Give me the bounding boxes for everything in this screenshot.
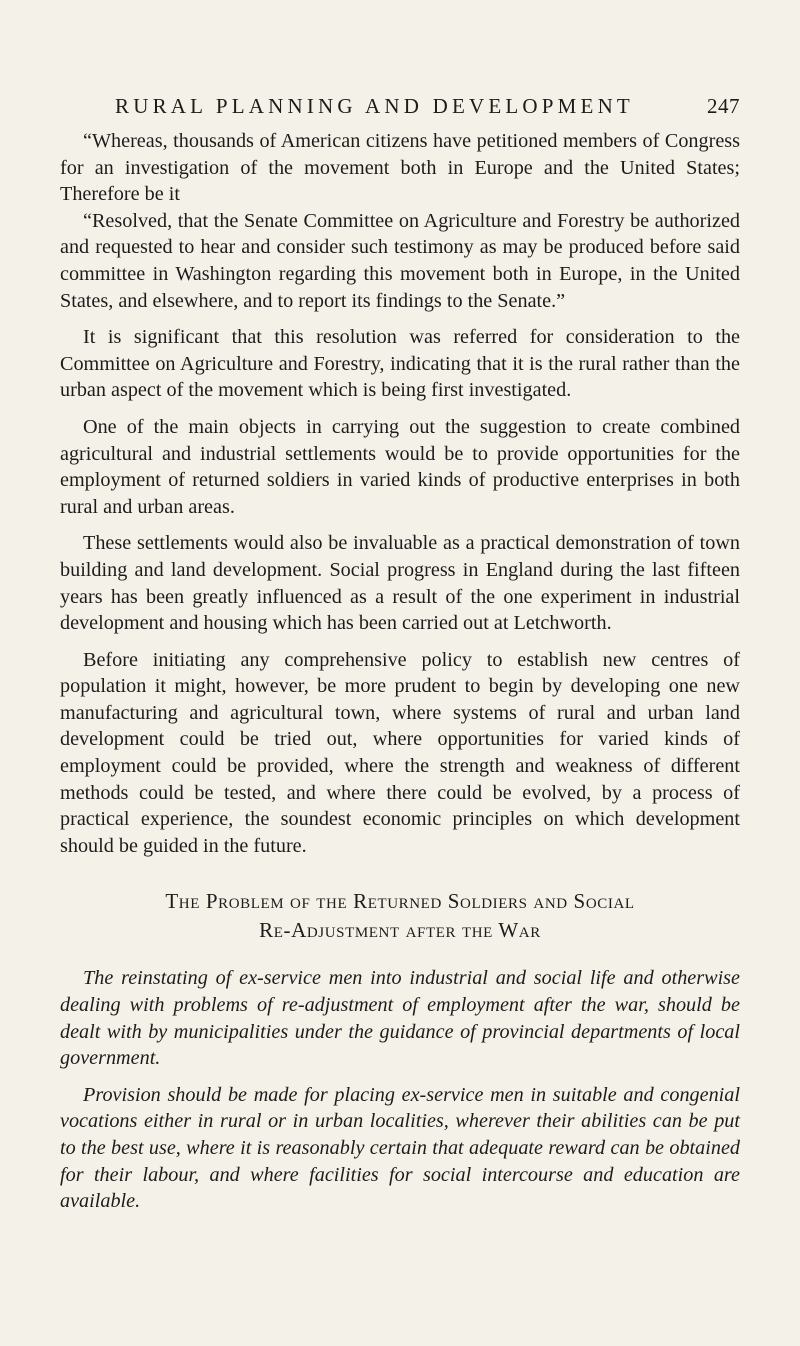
running-head (60, 88, 740, 124)
body-text (60, 128, 740, 1215)
paragraph-reinstating: The reinstating of ex-service men into industrial and social life and otherwise dealing with problems of re-adjustment of employment after the war, should be dealt with by municipalities under the guidance of provincial departments of local government. (60, 967, 740, 1070)
section-heading (60, 887, 740, 945)
paragraph-settlements: These settlements would also be invaluable as a practical demonstration of town building and land development. Social progress in England during the last fifteen years has been greatly influenced as a result of the one experiment in industrial development and housing which has been carried out at Letchworth. (60, 532, 740, 635)
book-page (60, 88, 740, 1215)
paragraph-before-initiating: Before initiating any comprehensive policy to establish new centres of population it might, however, be more prudent to begin by developing one new manufacturing and agricultural town, where systems of rural and urban land development could be tried out, where opportunities for varied kinds of employment could be provided, where the strength and weakness of different methods could be tested, and where there could be evolved, by a process of practical experience, the soundest economic principles on which development should be guided in the future. (60, 648, 740, 857)
section-heading-line-1: The Problem of the Returned Soldiers and Social (165, 889, 635, 914)
paragraph-provision: Provision should be made for placing ex-service men in suitable and congenial vocations either in rural or in urban localities, wherever their abilities can be put to the best use, where it is reasonably certain that adequate reward can be obtained for their labour, and where facilities for social intercourse and education are available. (60, 1083, 740, 1213)
page-number: 247 (707, 94, 740, 118)
paragraph-resolved: “Resolved, that the Senate Committee on Agriculture and Forestry be authorized and requested to hear and consider such testimony as may be produced before said committee in Washington regarding this movement both in Europe, in the United States, and elsewhere, and to report its findings to the Senate.” (60, 209, 740, 312)
paragraph-main-objects: One of the main objects in carrying out the suggestion to create combined agricultural and industrial settlements would be to provide opportunities for the employment of returned soldiers in varied kinds of productive enterprises in both rural and urban areas. (60, 415, 740, 518)
paragraph-significant: It is significant that this resolution was referred for consideration to the Committee on Agriculture and Forestry, indicating that it is the rural rather than the urban aspect of the movement which is being first investigated. (60, 326, 740, 402)
paragraph-whereas: “Whereas, thousands of American citizens have petitioned members of Congress for an investigation of the movement both in Europe and the United States; Therefore be it (60, 130, 740, 206)
section-heading-line-2: Re-Adjustment after the War (259, 918, 541, 943)
running-head-title: RURAL PLANNING AND DEVELOPMENT (115, 94, 634, 118)
